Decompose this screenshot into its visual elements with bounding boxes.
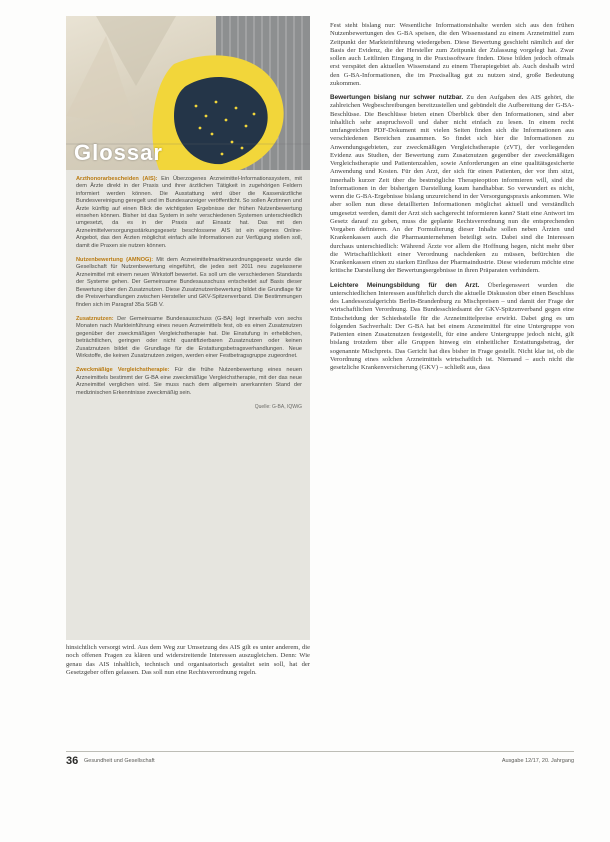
glossary-definition: Mit dem Arzneimittelmarktneuordnungsgesetz wurde die Gesellschaft für Nutzenbewertung eingeführt, die jedes seit 2011 neu zugelassene Arzneimittel mit einem neuen Wirkstoff bewertet. Es soll um die verschiedenen Standards der Systeme gehen. Der Gemeinsame Bundesausschuss entscheidet auf Basis dieser Bewertung über den Zusatznutzen. Diese Zusatznutzenbewertung bildet die Grundlage für die Preisverhandlungen zwischen Hersteller und GKV-Spitzenverband. Die Bestimmungen finden sich im Paragraf 35a SGB V. bbox=[76, 257, 303, 308]
glossary-definition: Für die frühe Nutzenbewertung eines neuen Arzneimittels bestimmt der G-BA eine zweckmäßige Vergleichstherapie, mit der das neue Arzneimittel verglichen wird. Sie muss nach dem allgemein anerkannten Stand der medizinischen Erkenntnisse zweckmäßig sein. bbox=[76, 367, 302, 396]
paragraph-heading: Leichtere Meinungsbildung für den Arzt. bbox=[330, 281, 480, 289]
glossary-box bbox=[66, 170, 310, 640]
glossary-entry bbox=[76, 367, 302, 397]
article-paragraph bbox=[330, 94, 574, 276]
page-number: 36 bbox=[66, 755, 79, 767]
glossary-entry bbox=[76, 257, 302, 309]
paragraph-text: Überlegenswert wurden die unterschiedlichen Interessen ausführlich durch die aktuelle Diskussion über einen Beschluss des Landessozialgerichts Berlin-Brandenburg zu Mischpreisen – und damit der Frage der wirtschaftlichen Verordnung. Das Bundesschiedsamt der GKV-Spitzenverband gegen eine Entscheidung der Schiedsstelle für die Arzneimittelpreise erwirkt. Dabei ging es um folgenden Sachverhalt: Der G-BA hat bei einem Arzneimittel für eine Untergruppe von Patienten einen Zusatznutzen festgestellt, für eine andere Untergruppe jedoch nicht, gilt bislang trotzdem über alle Gruppen hinweg ein einheitlicher Erstattungsbetrag, der sogenannte Mischpreis. Das Gericht hat dies bisher in Frage gestellt. Nicht klar ist, ob die Verordnung eines solchen Arzneimittels wirtschaftlich ist. Niemand – auch nicht die gesetzliche Krankenversicherung (GKV) – schließt aus, dass bbox=[330, 281, 574, 371]
glossary-definition: Der Gemeinsame Bundesausschuss (G-BA) legt innerhalb von sechs Monaten nach Markteinführung eines neuen Arzneimittels fest, ob es einen Zusatznutzen gegenüber der zweckmäßigen Vergleichstherapie hat. Die Einstufung in erheblichen, beträchtlichen, geringen oder nicht quantifizierbaren Zusatznutzen oder keinen Zusatznutzen bildet die Grundlage für die Erstattungsbetragsverhandlungen. Neue Wirkstoffe, die keinen Zusatznutzen zeigen, werden einer Festbetragsgruppe zugeordnet. bbox=[76, 315, 303, 359]
page-footer bbox=[66, 755, 574, 769]
glossary-term: Arzthonorarbescheiden (AIS): bbox=[76, 176, 158, 182]
paragraph-text: Fest steht bislang nur: Wesentliche Informationsinhalte werden sich aus den frühen Nutzenbewertungen des G-BA speisen, die den Wissensstand zu einem Arzneimittel zum Zeitpunkt der Markteinführung wiedergeben. Diese Bewertung geschieht nämlich auf der Basis der Evidenz, die der Hersteller zum Zeitpunkt der Zulassung vorgelegt hat. Zwar sollen auch Leitlinien Eingang in die Praxissoftware finden. Diese bilden jedoch oftmals erst verspätet den aktuellen Wissenstand zu einem Therapiegebiet ab. Auch deshalb wird den G-BA-Informationen, die im Praxisalltag gut zu nutzen sind, große Bedeutung zukommen. bbox=[330, 22, 574, 87]
glossary-term: Nutzenbewertung (AMNOG): bbox=[76, 257, 154, 264]
glossary-term: Zweckmäßige Vergleichstherapie: bbox=[76, 367, 170, 374]
glossary-entry bbox=[76, 316, 302, 360]
article-paragraph bbox=[330, 22, 574, 88]
paragraph-heading: Bewertungen bislang nur schwer nutzbar. bbox=[330, 94, 464, 101]
glossary-title: Glossar bbox=[74, 140, 163, 165]
publication-name: Gesundheit und Gesellschaft bbox=[84, 758, 155, 764]
footer-divider bbox=[66, 751, 574, 752]
glossary-definition: Ein Überzogenes Arzneimittel-Informationssystem, mit dem Ärzte direkt in der Praxis und ihrer ärztlichen Tätigkeit in zugehörigen Feldern informiert werden können. Die Ausstattung wird über die Kassenärztliche Bundesvereinigung geregelt und im Bundesanzeiger veröffentlicht. So sollen Ärztinnen und Ärzte künftig auf einen Blick die wichtigsten Ergebnisse der frühen Nutzenbewertung einsehen können. Bisher ist das System in sehr verschiedenen Systemen unterschiedlich umgesetzt, da es in der Praxis auf Einsatz hat. Das mit den Arzneimittelversorgungsstärkungsgesetz beschlossene AIS ist ein eigenes Online-Angebot, das den Ärzten möglichst einfach alle Informationen zur Verfügung stellen soll, damit die Praxen sie nutzen können. bbox=[76, 176, 302, 249]
right-column bbox=[330, 22, 574, 760]
glossary-term: Zusatznutzen: bbox=[76, 315, 114, 322]
article-paragraph bbox=[330, 282, 574, 373]
issue-info: Ausgabe 12/17, 20. Jahrgang bbox=[501, 758, 574, 764]
glossary-entry bbox=[76, 176, 302, 250]
left-column-body: hinsichtlich versorgt wird. Aus dem Weg zur Umsetzung des AIS gilt es unter anderem, die noch offenen Fragen zu klären und widerstreitende Interessen auszugleichen. Denn: Wie genau das AIS inhaltlich, technisch und organisatorisch gestaltet sein soll, hat der Gesetzgeber offen gelassen. Das soll nun eine Rechtsverordnung regeln. bbox=[66, 644, 310, 676]
glossary-source-credit: Quelle: G-BA, IQWiG bbox=[254, 403, 302, 410]
paragraph-text: Zu den Aufgaben des AIS gehört, die zahlreichen Wegbeschreibungen bereitzustellen und gebündelt die Aufbereitung der G-BA-Beschlüsse. Die Beschlüsse bieten einen Überblick über den Informationen, sind aber inhaltlich sehr anspruchsvoll und daher nicht einfach zu lesen. In einem recht umfangreichen PDF-Dokument mit vielen Seiten finden sich die Informationen aus verschiedenen Bereichen zusammen. So findet sich hier die Informationen zu Anwendungsgebieten, zur zweckmäßigen Vergleichstherapie (zVT), der vorliegenden Evidenz aus Studien, der Bewertung zum Zusatznutzen gegenüber der zweckmäßigen Vergleichstherapie und Patientenzahlen, sowie Anforderungen an eine qualitätsgesicherte Anwendung und Kosten. Für den Arzt, der sich für einen Patienten, der vor ihm sitzt, innerhalb kurzer Zeit über die bestmögliche Therapieoption informieren will, sind die Informationen in der bisherigen Darstellung kaum handhabbar. So verwundert es nicht, wenn die G-BA-Ergebnisse bislang unzureichend in der Versorgungspraxis ankommen. Wie aber sollen nun diese detaillierten Informationen möglichst aktuell und verständlich umgesetzt werden, damit der Arzt sich sachgerecht informieren kann? Statt eine Antwort im Gesetz darauf zu geben, muss die geplante Rechtsverordnung nun die entsprechenden Vorgaben definieren. An der Formulierung dieser Inhalte sollen neben Ärzten und Krankenkassen auch die Pharmaunternehmen beteiligt sein. Dabei sind die Interessen durchaus unterschiedlich: Während Ärzte vor allem die Hoffnung hegen, nicht mehr über die Wirtschaftlichkeit einer Verordnung nachdenken zu müssen, befürchten die Krankenkassen einen zu starken Einfluss der Pharmaindustrie. Diese wiederum möchte eine kritische Darstellung der Bewertungsergebnisse in ihren Präparaten verhindern. bbox=[330, 94, 574, 275]
